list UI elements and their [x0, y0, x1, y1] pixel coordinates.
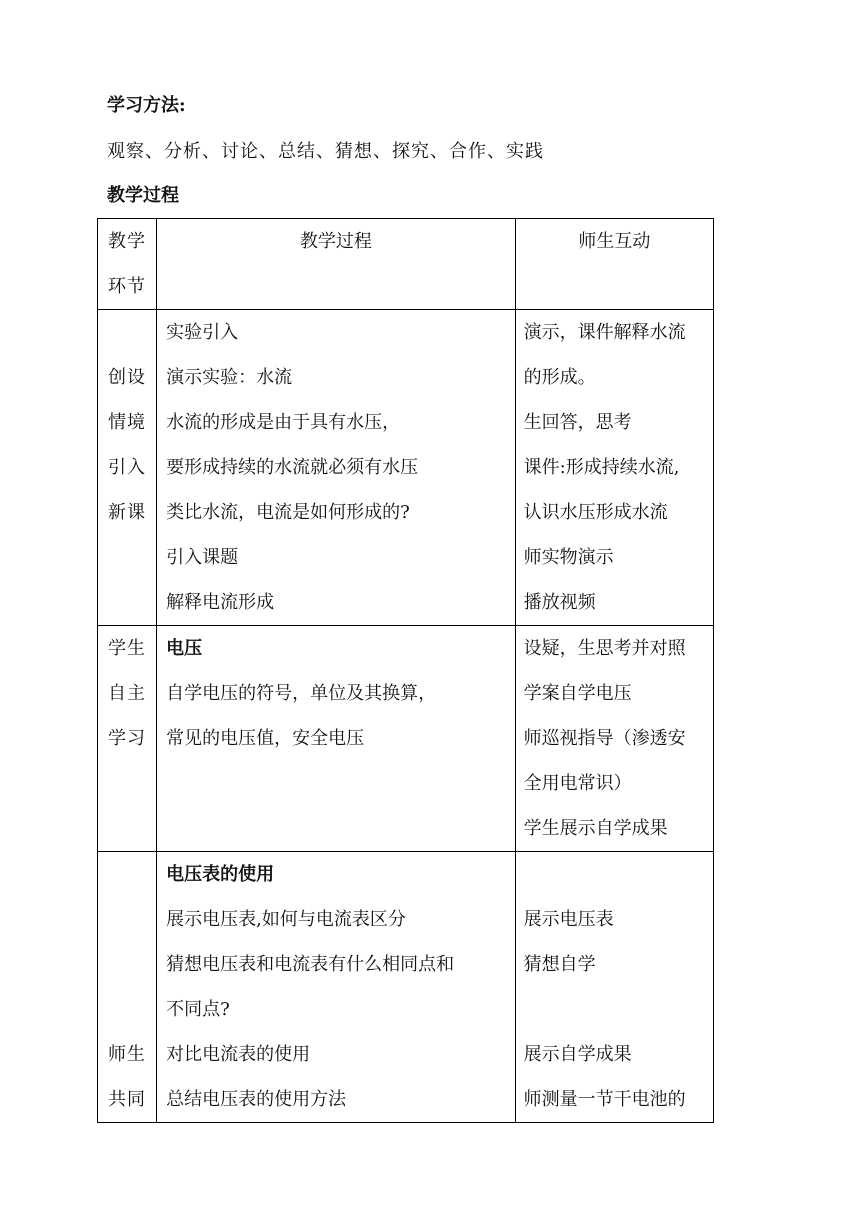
process-line: 实验引入	[166, 322, 239, 343]
table-row	[98, 626, 714, 852]
process-line: 解释电流形成	[166, 592, 275, 613]
interaction-line: 师实物演示	[523, 547, 614, 568]
process-line: 对比电流表的使用	[166, 1044, 311, 1065]
process-heading: 电压	[166, 638, 203, 659]
process-line: 水流的形成是由于具有水压，	[166, 412, 401, 433]
process-heading: 电压表的使用	[166, 864, 275, 885]
header-stage-line: 教学	[108, 231, 147, 252]
interaction-line: 演示，课件解释水流	[523, 322, 686, 343]
process-cell	[157, 626, 516, 852]
interaction-cell	[515, 852, 713, 1123]
interaction-line: 师测量一节干电池的	[523, 1089, 686, 1110]
table-header-row	[98, 219, 714, 310]
interaction-line: 学案自学电压	[523, 683, 632, 704]
process-line: 演示实验：水流	[166, 367, 293, 388]
stage-line: 引入	[108, 457, 147, 478]
interaction-line	[516, 987, 713, 1032]
interaction-line: 课件:形成持续水流,	[523, 457, 680, 478]
header-interaction	[515, 219, 713, 310]
interaction-line: 师巡视指导（渗透安	[523, 728, 686, 749]
interaction-line: 学生展示自学成果	[523, 818, 668, 839]
interaction-line: 猜想自学	[523, 954, 596, 975]
interaction-line: 播放视频	[523, 592, 596, 613]
lesson-table	[97, 218, 714, 1123]
interaction-line: 全用电常识）	[523, 773, 632, 794]
interaction-line: 的形成。	[523, 367, 596, 388]
stage-line: 情境	[108, 412, 147, 433]
interaction-cell	[515, 310, 713, 626]
header-stage	[98, 219, 157, 310]
stage-line: 学习	[108, 728, 147, 749]
table-row	[98, 852, 714, 1123]
header-stage-line: 环节	[108, 276, 147, 297]
process-line: 总结电压表的使用方法	[166, 1089, 347, 1110]
process-cell	[157, 852, 516, 1123]
stage-line: 自主	[108, 683, 147, 704]
process-line: 引入课题	[166, 547, 239, 568]
interaction-line: 认识水压形成水流	[523, 502, 668, 523]
process-line: 常见的电压值，安全电压	[166, 728, 365, 749]
interaction-cell	[515, 626, 713, 852]
process-line: 不同点?	[166, 999, 230, 1020]
interaction-line: 展示自学成果	[523, 1044, 632, 1065]
process-title: 教学过程	[107, 185, 179, 206]
process-line: 自学电压的符号，单位及其换算，	[166, 683, 437, 704]
table-row	[98, 310, 714, 626]
header-process	[157, 219, 516, 310]
process-line: 要形成持续的水流就必须有水压	[166, 457, 419, 478]
process-line: 展示电压表,如何与电流表区分	[166, 909, 406, 930]
stage-line: 新课	[108, 502, 147, 523]
methods-title: 学习方法:	[107, 95, 186, 116]
header-interaction-label: 师生互动	[578, 231, 651, 252]
stage-line: 学生	[108, 638, 147, 659]
interaction-line	[516, 852, 713, 897]
stage-cell	[98, 310, 157, 626]
interaction-line: 生回答，思考	[523, 412, 632, 433]
process-line: 类比水流，电流是如何形成的?	[166, 502, 410, 523]
stage-line: 共同	[108, 1089, 147, 1110]
process-line: 猜想电压表和电流表有什么相同点和	[166, 954, 455, 975]
interaction-line: 展示电压表	[523, 909, 614, 930]
interaction-line: 设疑，生思考并对照	[523, 638, 686, 659]
process-cell	[157, 310, 516, 626]
stage-line: 创设	[108, 367, 147, 388]
stage-cell	[98, 852, 157, 1123]
methods-content: 观察、分析、讨论、总结、猜想、探究、合作、实践	[107, 141, 544, 162]
header-process-label: 教学过程	[299, 231, 372, 252]
stage-line: 师生	[108, 1044, 147, 1065]
stage-cell	[98, 626, 157, 852]
